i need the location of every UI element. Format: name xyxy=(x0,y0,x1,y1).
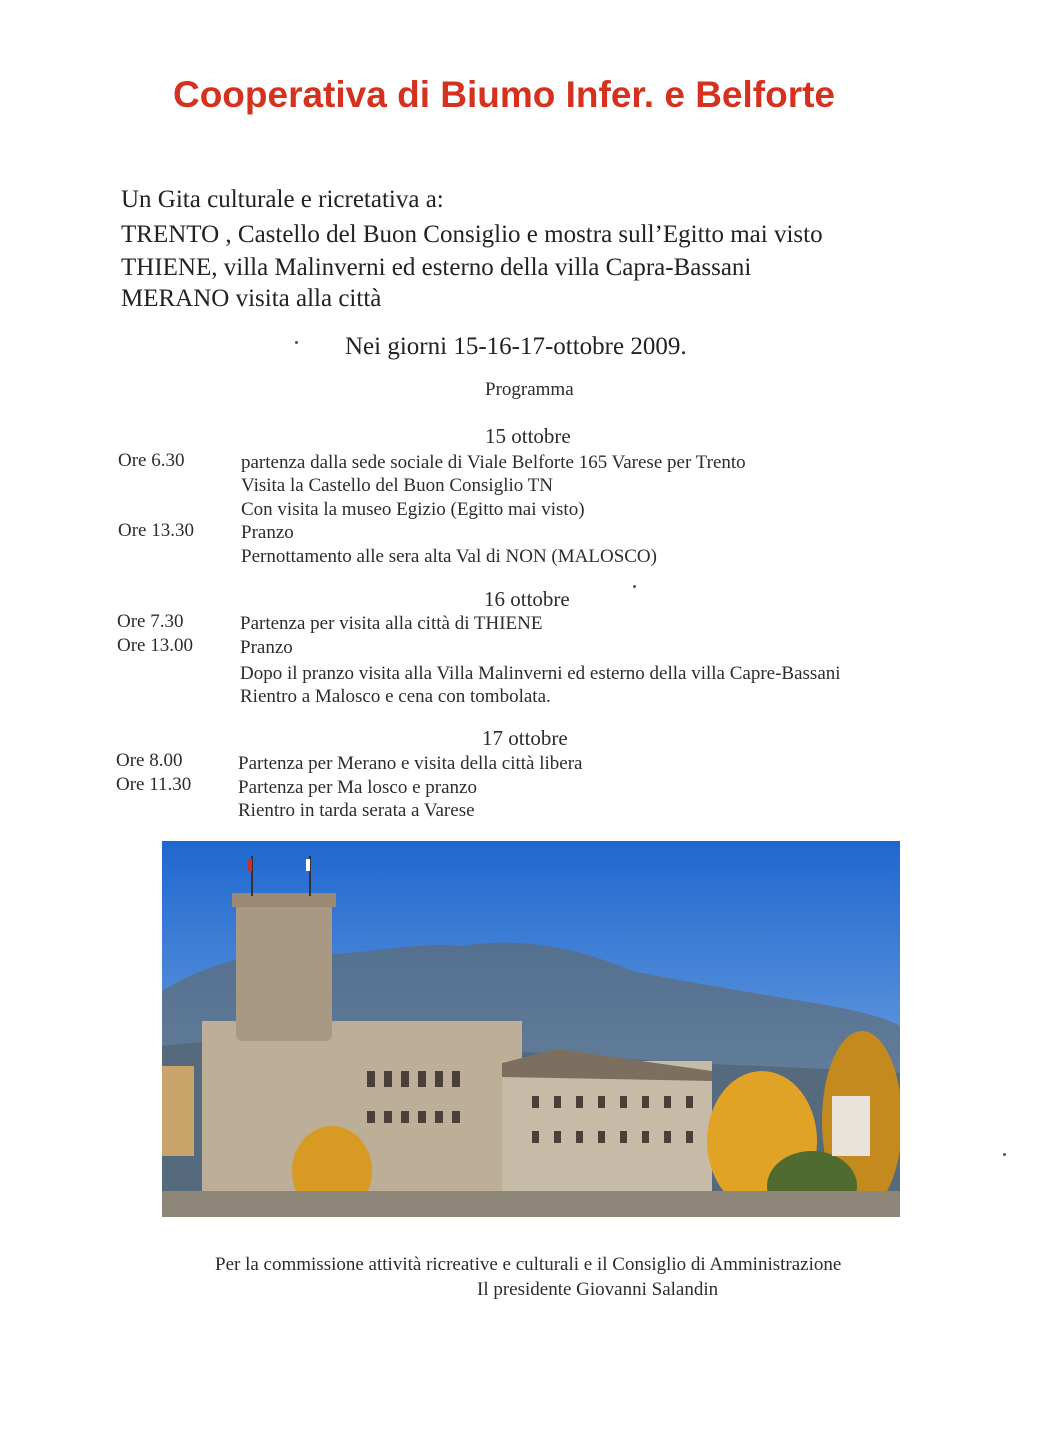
scan-speck xyxy=(633,585,636,588)
intro-line: MERANO visita alla città xyxy=(121,285,382,312)
castle-photo xyxy=(162,841,900,1217)
schedule-item: Partenza per visita alla città di THIENE xyxy=(240,613,543,634)
flag xyxy=(248,859,252,871)
schedule-item: Pernottamento alle sera alta Val di NON (MALOSCO) xyxy=(241,546,657,567)
document-title: Cooperativa di Biumo Infer. e Belforte xyxy=(172,74,835,115)
day-heading: 16 ottobre xyxy=(484,587,570,611)
schedule-item: Pranzo xyxy=(240,637,293,658)
schedule-time: Ore 13.30 xyxy=(118,520,194,541)
footer-signature: Il presidente Giovanni Salandin xyxy=(477,1279,719,1300)
schedule-item: Con visita la museo Egizio (Egitto mai visto) xyxy=(241,499,585,520)
footer-line: Per la commissione attività ricreative e culturali e il Consiglio di Amministrazione xyxy=(215,1254,842,1275)
left-building xyxy=(162,1066,194,1156)
program-label: Programma xyxy=(485,379,574,400)
flag xyxy=(306,859,310,871)
scan-speck xyxy=(295,341,298,344)
schedule-item: partenza dalla sede sociale di Viale Belforte 165 Varese per Trento xyxy=(241,452,746,473)
tower-battlements xyxy=(232,893,336,907)
foreground-wall xyxy=(162,1191,900,1217)
scan-speck xyxy=(1003,1153,1006,1156)
schedule-item: Partenza per Merano e visita della città libera xyxy=(238,753,583,774)
intro-line: TRENTO , Castello del Buon Consiglio e mostra sull’Egitto mai visto xyxy=(121,221,823,248)
day-heading: 17 ottobre xyxy=(482,726,568,750)
round-tower xyxy=(236,901,332,1041)
intro-line: THIENE, villa Malinverni ed esterno della villa Capra-Bassani xyxy=(121,254,752,281)
trip-dates: Nei giorni 15-16-17-ottobre 2009. xyxy=(345,333,687,360)
schedule-item: Pranzo xyxy=(241,522,294,543)
schedule-item: Partenza per Ma losco e pranzo xyxy=(238,777,477,798)
schedule-time: Ore 7.30 xyxy=(117,611,184,632)
schedule-item: Dopo il pranzo visita alla Villa Malinverni ed esterno della villa Capre-Bassani xyxy=(240,663,841,684)
schedule-time: Ore 13.00 xyxy=(117,635,193,656)
schedule-item: Rientro in tarda serata a Varese xyxy=(238,800,475,821)
intro-line: Un Gita culturale e ricretativa a: xyxy=(121,186,444,213)
schedule-item: Rientro a Malosco e cena con tombolata. xyxy=(240,686,551,707)
schedule-item: Visita la Castello del Buon Consiglio TN xyxy=(241,475,553,496)
right-building xyxy=(832,1096,870,1156)
schedule-time: Ore 6.30 xyxy=(118,450,185,471)
day-heading: 15 ottobre xyxy=(485,424,571,448)
schedule-time: Ore 11.30 xyxy=(116,774,192,795)
castle-wing xyxy=(502,1061,712,1191)
schedule-time: Ore 8.00 xyxy=(116,750,183,771)
